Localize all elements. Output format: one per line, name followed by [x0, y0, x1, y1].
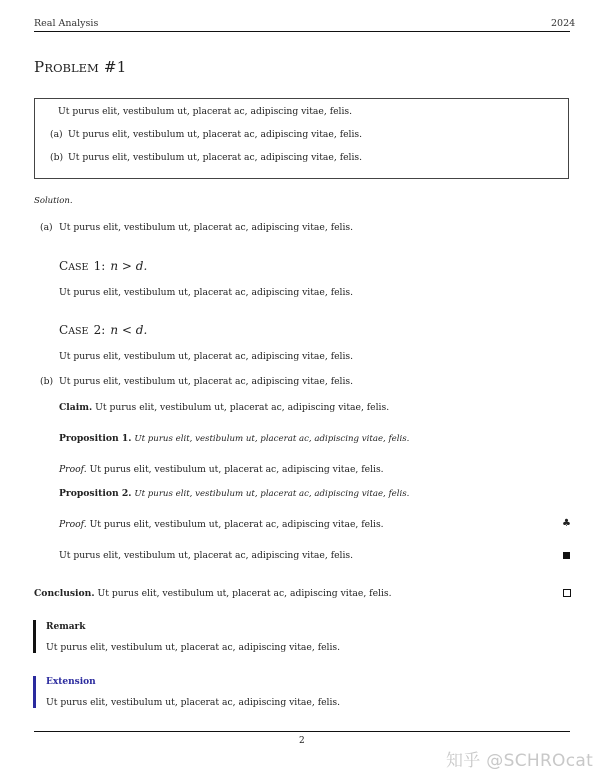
proof-1-label: Proof. [59, 464, 87, 475]
case-2-condition: n < d. [110, 323, 148, 337]
solution-part-b-label: (b) [40, 376, 54, 387]
header-rule [34, 31, 570, 32]
case-2-number: 2: [93, 323, 106, 337]
running-header-year: 2024 [551, 18, 576, 29]
club-end-icon: ♣ [562, 518, 571, 529]
claim [59, 402, 389, 414]
problem-title-rest: ROBLEM [44, 61, 99, 75]
case-1-text: Ut purus elit, vestibulum ut, placerat ac, adipiscing vitae, felis. [59, 287, 354, 298]
claim-label: Claim. [59, 402, 93, 413]
case-2-heading [59, 322, 147, 339]
problem-statement: Ut purus elit, vestibulum ut, placerat ac, adipiscing vitae, felis. [58, 106, 353, 117]
case-1-initial: C [59, 259, 69, 273]
part-b-closing-text: Ut purus elit, vestibulum ut, placerat ac, adipiscing vitae, felis. [59, 550, 354, 561]
conclusion-label: Conclusion. [34, 588, 95, 599]
problem-title [34, 58, 127, 77]
proof-2-label: Proof. [59, 519, 87, 530]
footer-rule [34, 731, 570, 732]
remark-title: Remark [46, 622, 86, 632]
proof-2 [59, 519, 384, 531]
proposition-1-label: Proposition 1. [59, 433, 132, 444]
proof-1-text: Ut purus elit, vestibulum ut, placerat ac, adipiscing vitae, felis. [89, 464, 384, 475]
proof-2-text: Ut purus elit, vestibulum ut, placerat ac, adipiscing vitae, felis. [89, 519, 384, 530]
case-1-heading [59, 258, 147, 275]
case-1-condition: n > d. [110, 259, 148, 273]
case-1-rest: ASE [68, 262, 89, 273]
conclusion [34, 588, 392, 600]
proposition-2 [59, 488, 409, 500]
proposition-2-text: Ut purus elit, vestibulum ut, placerat ac, adipiscing vitae, felis. [134, 489, 410, 499]
problem-item-a-text: Ut purus elit, vestibulum ut, placerat ac, adipiscing vitae, felis. [68, 129, 363, 140]
extension-title: Extension [46, 677, 96, 687]
solution-part-a-text: Ut purus elit, vestibulum ut, placerat ac, adipiscing vitae, felis. [59, 222, 354, 233]
solution-part-a-label: (a) [40, 222, 53, 233]
proposition-1-text: Ut purus elit, vestibulum ut, placerat ac, adipiscing vitae, felis. [134, 434, 410, 444]
case-2-initial: C [59, 323, 69, 337]
conclusion-text: Ut purus elit, vestibulum ut, placerat ac, adipiscing vitae, felis. [97, 588, 392, 599]
watermark: 知乎 @SCHROcat [446, 751, 594, 771]
problem-number: #1 [103, 58, 127, 76]
solution-part-b-text: Ut purus elit, vestibulum ut, placerat ac, adipiscing vitae, felis. [59, 376, 354, 387]
proposition-2-label: Proposition 2. [59, 488, 132, 499]
problem-item-b-label: (b) [50, 152, 64, 163]
case-2-rest: ASE [68, 326, 89, 337]
claim-text: Ut purus elit, vestibulum ut, placerat ac, adipiscing vitae, felis. [95, 402, 390, 413]
case-2-text: Ut purus elit, vestibulum ut, placerat ac, adipiscing vitae, felis. [59, 351, 354, 362]
extension-bar [33, 676, 36, 708]
remark-bar [33, 620, 36, 653]
filled-square-end-icon [563, 552, 570, 559]
extension-text: Ut purus elit, vestibulum ut, placerat ac, adipiscing vitae, felis. [46, 697, 341, 708]
proposition-1 [59, 433, 409, 445]
problem-item-b-text: Ut purus elit, vestibulum ut, placerat ac, adipiscing vitae, felis. [68, 152, 363, 163]
proof-1 [59, 464, 384, 476]
solution-label: Solution. [34, 196, 73, 206]
case-1-number: 1: [93, 259, 106, 273]
qed-square-icon [563, 589, 571, 597]
problem-title-initial: P [34, 58, 45, 76]
problem-item-a-label: (a) [50, 129, 63, 140]
page-number: 2 [299, 736, 305, 746]
running-header-title: Real Analysis [34, 18, 99, 29]
remark-text: Ut purus elit, vestibulum ut, placerat ac, adipiscing vitae, felis. [46, 642, 341, 653]
